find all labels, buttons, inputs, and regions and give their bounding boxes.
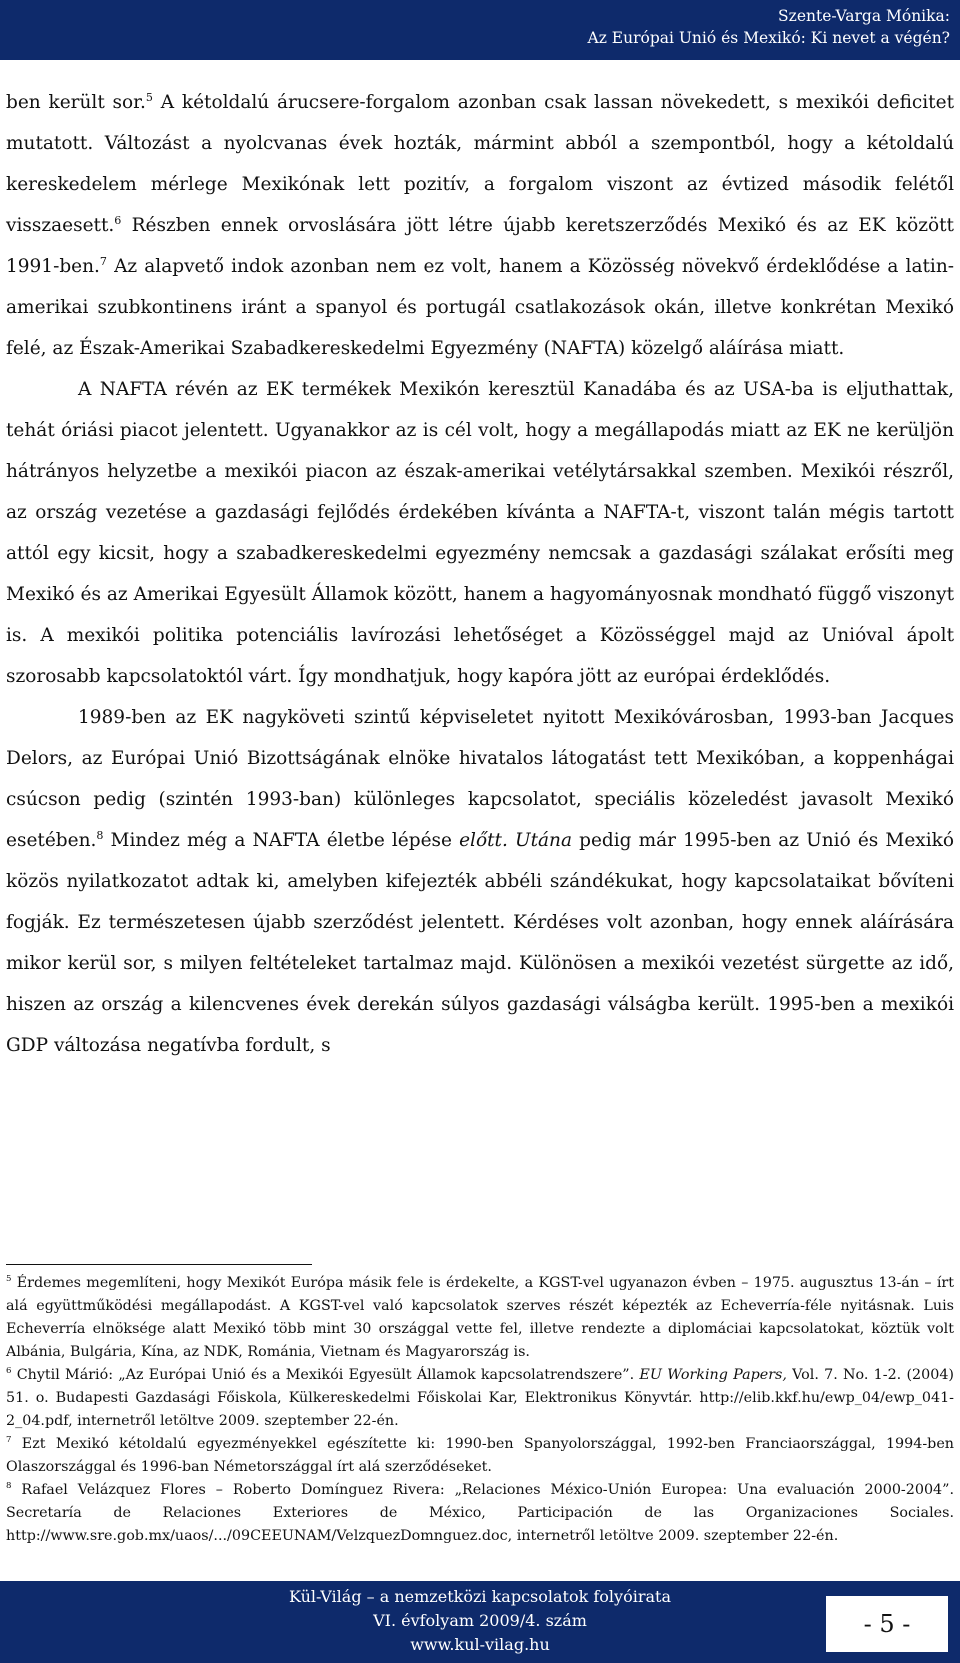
journal-volume: VI. évfolyam 2009/4. szám [373,1611,587,1630]
paragraph-3: 1989-ben az EK nagyköveti szintű képviseletet nyitott Mexikóvárosban, 1993-ban Jacques Delors, az Európai Unió Bizottságának elnöke hivatalos látogatást tett Mexikóban, a koppenhágai csúcson pedig (szintén 1993-ban) különleges kapcsolatot, speciális közeledést javasolt Mexikó esetében.$^8$ Mindez még a NAFTA életbe lépése előtt. Utána pedig már 1995-ben az Unió és Mexikó közös nyilatkozatot adtak ki, amelyben kifejezték abbéli szándékukat, hogy kapcsolataikat bővíteni fogják. Ez természetesen újabb szerződést jelentett. Kérdéses volt azonban, hogy ennek aláírására mikor kerül sor, s milyen feltételeket tartalmaz majd. Különösen a mexikói vezetést sürgette az idő, hiszen az ország a kilencvenes évek derekán súlyos gazdasági válságba került. 1995-ben a mexikói GDP változása negatívba fordult, s [6,707,954,1056]
main-text [6,82,954,1066]
footnote-7: $^7$ Ezt Mexikó kétoldalú egyezményekkel egészítette ki: 1990-ben Spanyolországgal, 1992-ben Franciaországgal, 1994-ben Olaszországgal és 1996-ban Németországgal írt alá szerződéseket. [6,1435,954,1475]
footnote-6: $^6$ Chytil Márió: „Az Európai Unió és a Mexikói Egyesült Államok kapcsolatrendszere”. EU Working Papers, Vol. 7. No. 1-2. (2004) 51. o. Budapesti Gazdasági Főiskola, Külkereskedelmi Főiskolai Kar, Elektronikus Könyvtár. http://elib.kkf.hu/ewp_04/ewp_041-2_04.pdf, internetről letöltve 2009. szeptember 22-én. [6,1366,954,1429]
paragraph-2: A NAFTA révén az EK termékek Mexikón keresztül Kanadába és az USA-ba is eljuthattak, tehát óriási piacot jelentett. Ugyanakkor az is cél volt, hogy a megállapodás miatt az EK ne kerüljön hátrányos helyzetbe a mexikói piacon az észak-amerikai vetélytársakkal szemben. Mexikói részről, az ország vezetése a gazdasági fejlődés érdekében kívánta a NAFTA-t, viszont talán mégis tartott attól egy kicsit, hogy a szabadkereskedelmi egyezmény nemcsak a gazdasági szálakat erősíti meg Mexikó és az Amerikai Egyesült Államok között, hanem a hagyományosnak mondható függő viszonyt is. A mexikói politika potenciális lavírozási lehetőséget a Közösséggel majd az Unióval ápolt szorosabb kapcsolatoktól várt. Így mondhatjuk, hogy kapóra jött az európai érdeklődés. [6,379,954,687]
page-number: - 5 - [826,1596,948,1652]
page-footer [0,1581,960,1663]
header-title: Az Európai Unió és Mexikó: Ki nevet a végén? [587,29,950,47]
footnote-8: $^8$ Rafael Velázquez Flores – Roberto Domínguez Rivera: „Relaciones México-Unión Europea: Una evaluación 2000-2004”. Secretaría de Relaciones Exteriores de México, Participación de las Organizaciones Sociales. http://www.sre.gob.mx/uaos/.../09CEEUNAM/VelzquezDomnguez.doc, internetről letöltve 2009. szeptember 22-én. [6,1481,954,1544]
footnote-5: $^5$ Érdemes megemlíteni, hogy Mexikót Európa másik fele is érdekelte, a KGST-vel ugyanazon évben – 1975. augusztus 13-án – írt alá együttműködési megállapodást. A KGST-vel való kapcsolatok szerves részét képezték az Echeverría-féle nyitásnak. Luis Echeverría elnöksége alatt Mexikó több mint 30 országgal vette fel, illetve rendezte a diplomáciai kapcsolatokat, köztük volt Albánia, Bulgária, Kína, az NDK, Románia, Vietnam és Magyarország is. [6,1274,954,1360]
journal-website[interactable]: www.kul-vilag.hu [410,1635,550,1654]
header-author: Szente-Varga Mónika: [778,7,950,25]
page-header [0,0,960,60]
emphasis-elott-utana: előtt. Utána [459,830,572,851]
footer-info [0,1585,960,1657]
footnote-ref-7[interactable]: 7 [99,254,107,268]
footnote-ref-8[interactable]: 8 [96,828,104,842]
paragraph-1: ben került sor.$^5$ A kétoldalú árucsere-forgalom azonban csak lassan növekedett, s mexikói deficitet mutatott. Változást a nyolcvanas évek hozták, mármint abból a szempontból, hogy a kétoldalú kereskedelem mérlege Mexikónak lett pozitív, a forgalom viszont az évtized második felétől visszaesett.$^6$ Részben ennek orvoslására jött létre újabb keretszerződés Mexikó és az EK között 1991-ben.$^7$ Az alapvető indok azonban nem ez volt, hanem a Közösség növekvő érdeklődése a latin-amerikai szubkontinens iránt a spanyol és portugál csatlakozások okán, illetve konkrétan Mexikó felé, az Észak-Amerikai Szabadkereskedelmi Egyezmény (NAFTA) közelgő aláírása miatt. [6,90,955,359]
footnote-separator [6,1264,312,1265]
footnote-ref-5[interactable]: 5 [145,90,153,104]
journal-title: Kül-Világ – a nemzetközi kapcsolatok folyóirata [289,1587,671,1606]
footnotes [6,1272,954,1548]
footnote-ref-6[interactable]: 6 [114,213,122,227]
